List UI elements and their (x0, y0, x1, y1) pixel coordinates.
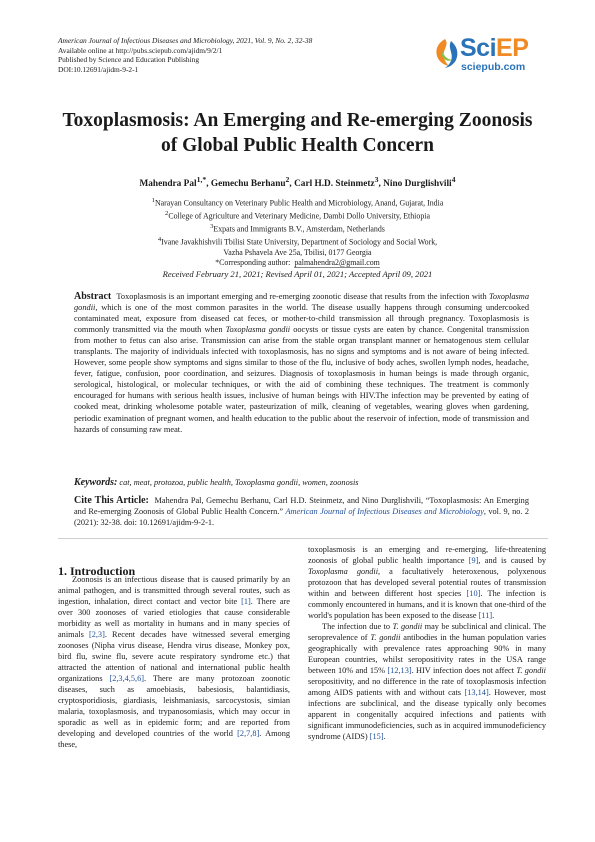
section-heading-introduction: 1. Introduction (58, 564, 136, 578)
reference-link[interactable]: [2,3] (88, 630, 105, 639)
author-sup: 4 (451, 175, 456, 184)
author: Carl H.D. Steinmetz (294, 179, 375, 190)
affiliation-text: College of Agriculture and Veterinary Medicine, Dambi Dollo University, Ethiopia (168, 211, 430, 221)
author-sup: 1,* (196, 175, 207, 184)
author-list: Mahendra Pal$^{1,*}$, Gemechu Berhanu$^2$, Carl H.D. Steinmetz$^3$, Nino Durglishvili$^4$ (139, 175, 456, 190)
available-online: Available online at http://pubs.sciepub.com/ajidm/9/2/1 (58, 45, 223, 55)
abstract-heading: Abstract (74, 291, 112, 302)
abstract-text: oocysts or tissue cysts are eaten by chance. Congenital transmission from mother to fetus can also arise. Transmission can arise from the stable organ transplant manner or hematogenous stem cellular transplants. The majority of individuals infected with toxoplasmosis, has no signs and symptoms and is not aware of being infected. However, some people show symptoms and signs similar to those of the flu, inclusive of body aches, swollen lymph nodes, headache, fever, fatigue, confusion, poor coordination, and seizures. Diagnosis of toxoplasmosis in human beings is made through organic, serological, histological, or molecular techniques, or with the aid of combining these techniques. The treatment is commonly encouraged for humans with serious health issues, inclusive of human beings with HIV.The infection may be prevented by eating of cooked meat, drinking wholesome potable water, pasteurization of milk, cleaning of vegetables, wearing gloves when gardening, periodic examination of pregnant women, and health education to the public about the reservoir of infection, mode of transmission and hazards of consuming raw meat. (74, 325, 529, 434)
affiliation (60, 209, 535, 222)
abstract-species: Toxoplasma gondii, (74, 292, 529, 313)
author-sup: 2 (285, 175, 290, 184)
keywords-list: cat, meat, protozoa, public health, Toxoplasma gondii, women, zoonosis (117, 478, 359, 487)
keywords-heading: Keywords: (74, 477, 118, 488)
logo-site: sciepub.com (461, 61, 526, 73)
reference-link[interactable]: [1] (241, 597, 251, 606)
affiliation-sup: 2 (165, 209, 169, 217)
abstract-species: Toxoplasma gondii (225, 325, 291, 335)
reference-link[interactable]: [10] (466, 589, 481, 598)
corresponding-label: *Corresponding author: (215, 257, 291, 267)
affiliation-sup: 1 (151, 197, 155, 204)
logo-brand (460, 34, 528, 62)
logo-brand-ep: EP (496, 34, 529, 62)
journal-line: American Journal of Infectious Diseases and Microbiology, 2021, Vol. 9, No. 2, 32-38 (58, 36, 313, 45)
affiliations (60, 196, 535, 268)
author: Nino Durglishvili (383, 179, 452, 190)
affiliation-text: Narayan Consultancy on Veterinary Public Health and Microbiology, Anand, Gujarat, India (154, 198, 444, 208)
affiliation-sup: 3 (210, 222, 214, 230)
reference-link[interactable]: [2,3,4,5,6] (109, 674, 145, 683)
author-sup: 3 (374, 175, 379, 184)
logo-brand-sci: Sci (460, 34, 497, 62)
reference-link[interactable]: [2,7,8] (237, 729, 260, 738)
paper-title (40, 108, 555, 158)
abstract-text: which is one of the most common parasites in the world. The disease usually happens through consuming undercooked contaminated meat, exposure from diseased cat feces, or mother-to-child transmission all through pregnancy. Toxoplasmosis is commonly transmitted via the mouth when (74, 303, 529, 335)
affiliation-text: Ivane Javakhishvili Tbilisi State University, Department of Sociology and Social Work, (161, 237, 438, 247)
body-column-left (58, 574, 290, 750)
affiliation-text: Vazha Pshavela Ave 25a, Tbilisi, 0177 Georgia (223, 247, 372, 257)
abstract (74, 291, 529, 435)
body-column-right (308, 544, 546, 742)
abstract-text: Toxoplasmosis is an important emerging and re-emerging zoonotic disease that results from the infection with (116, 292, 489, 301)
paragraph: toxoplasmosis is an emerging and re-emerging, life-threatening zoonosis of global public health importance [9], and is caused by Toxoplasma gondii, a facultatively heteroxenous, polyxenous protozoon that has developed several potential routes of transmission within and between different host species [10]. The infection is commonly encountered in humans, and it is known that one-third of the world's population has been exposed to the disease [11]. (308, 545, 546, 620)
cite-journal: American Journal of Infectious Diseases and Microbiology (285, 507, 484, 516)
affiliation (60, 222, 535, 235)
title-line-2: of Global Public Health Concern (161, 135, 434, 156)
affiliation (60, 196, 535, 209)
article-dates: Received February 21, 2021; Revised April 01, 2021; Accepted April 09, 2021 (162, 269, 433, 279)
sciep-logo (432, 34, 552, 79)
paragraph: Zoonosis is an infectious disease that is caused primarily by an animal pathogen, and is transmitted through several routes, such as ingestion, inhalation, direct contact and vector bite [1]. There are over 300 zoonoses of varied etiologies that cause considerable morbidity as well as mortality in humans and in many species of animals [2,3]. Recent decades have witnessed several emerging zoonoses (Nipha virus disease, Hendra virus disease, Monkey pox, bird flu, swine flu, severe acute respiratory syndrome etc.) that attracted the attention of national and international public health organizations [2,3,4,5,6]. There are many protozoan zoonotic diseases, such as amoebiasis, babesiosis, balantidiasis, cryptosporidiosis, giardiasis, leishmaniasis, sarcocystosis, simian malaria, toxoplasmosis, and trypanosomiasis, which may occur in sporadic as well as in epidemic form; and are reported from developing and developed countries of the world [2,7,8]. Among these, (58, 575, 290, 749)
affiliation (60, 235, 535, 248)
author: Gemechu Berhanu (210, 179, 286, 190)
cite-tail: , vol. 9, no. 2 (2021): 32-38. doi: 10.12691/ajidm-9-2-1. (74, 507, 530, 527)
cite-heading: Cite This Article: (74, 495, 149, 506)
reference-link[interactable]: [12,13] (387, 666, 412, 675)
keywords (74, 477, 529, 488)
affiliation-text: Expats and Immigrants B.V., Amsterdam, Netherlands (213, 224, 385, 234)
divider (58, 538, 548, 539)
citation (74, 495, 529, 528)
reference-link[interactable]: [15] (369, 732, 384, 741)
affiliation (60, 248, 535, 258)
publisher: Published by Science and Education Publishing (58, 55, 200, 65)
sciep-logo-icon (432, 37, 462, 71)
reference-link[interactable]: [13,14] (464, 688, 489, 697)
title-line-1: Toxoplasmosis: An Emerging and Re-emerging Zoonosis (62, 110, 533, 131)
cite-text: Mahendra Pal, Gemechu Berhanu, Carl H.D. Steinmetz, and Nino Durglishvili, “Toxoplasmosis: An Emerging and Re-emerging Zoonosis of Global Public Health Concern.” (74, 496, 529, 516)
affiliation-sup: 4 (157, 235, 162, 243)
reference-link[interactable]: [9] (468, 556, 479, 565)
paragraph: The infection due to T. gondii may be subclinical and clinical. The seroprevalence of T. gondii antibodies in the human population varies geographically with prevalence rates approaching 90% in many European countries, whilst seropositivity rates in the USA range between 10% and 15% [12,13]. HIV infection does not affect T. gondii seropositivity, and no difference in the rate of toxoplasmosis infection among AIDS patients with and without cats [13,14]. However, most infections are subclinical, and the disease typically only becomes apparent in congenitally acquired infections and patients with significant immunodeficiencies, such as in acquired immunodeficiency syndrome (AIDS) [15]. (308, 622, 547, 741)
doi: DOI:10.12691/ajidm-9-2-1 (58, 64, 139, 74)
corresponding-email-link[interactable]: palmahendra2@gmail.com (294, 257, 380, 267)
reference-link[interactable]: [11] (478, 611, 493, 620)
author: Mahendra Pal (139, 179, 197, 190)
corresponding-author (60, 258, 535, 268)
journal-header (58, 36, 388, 74)
